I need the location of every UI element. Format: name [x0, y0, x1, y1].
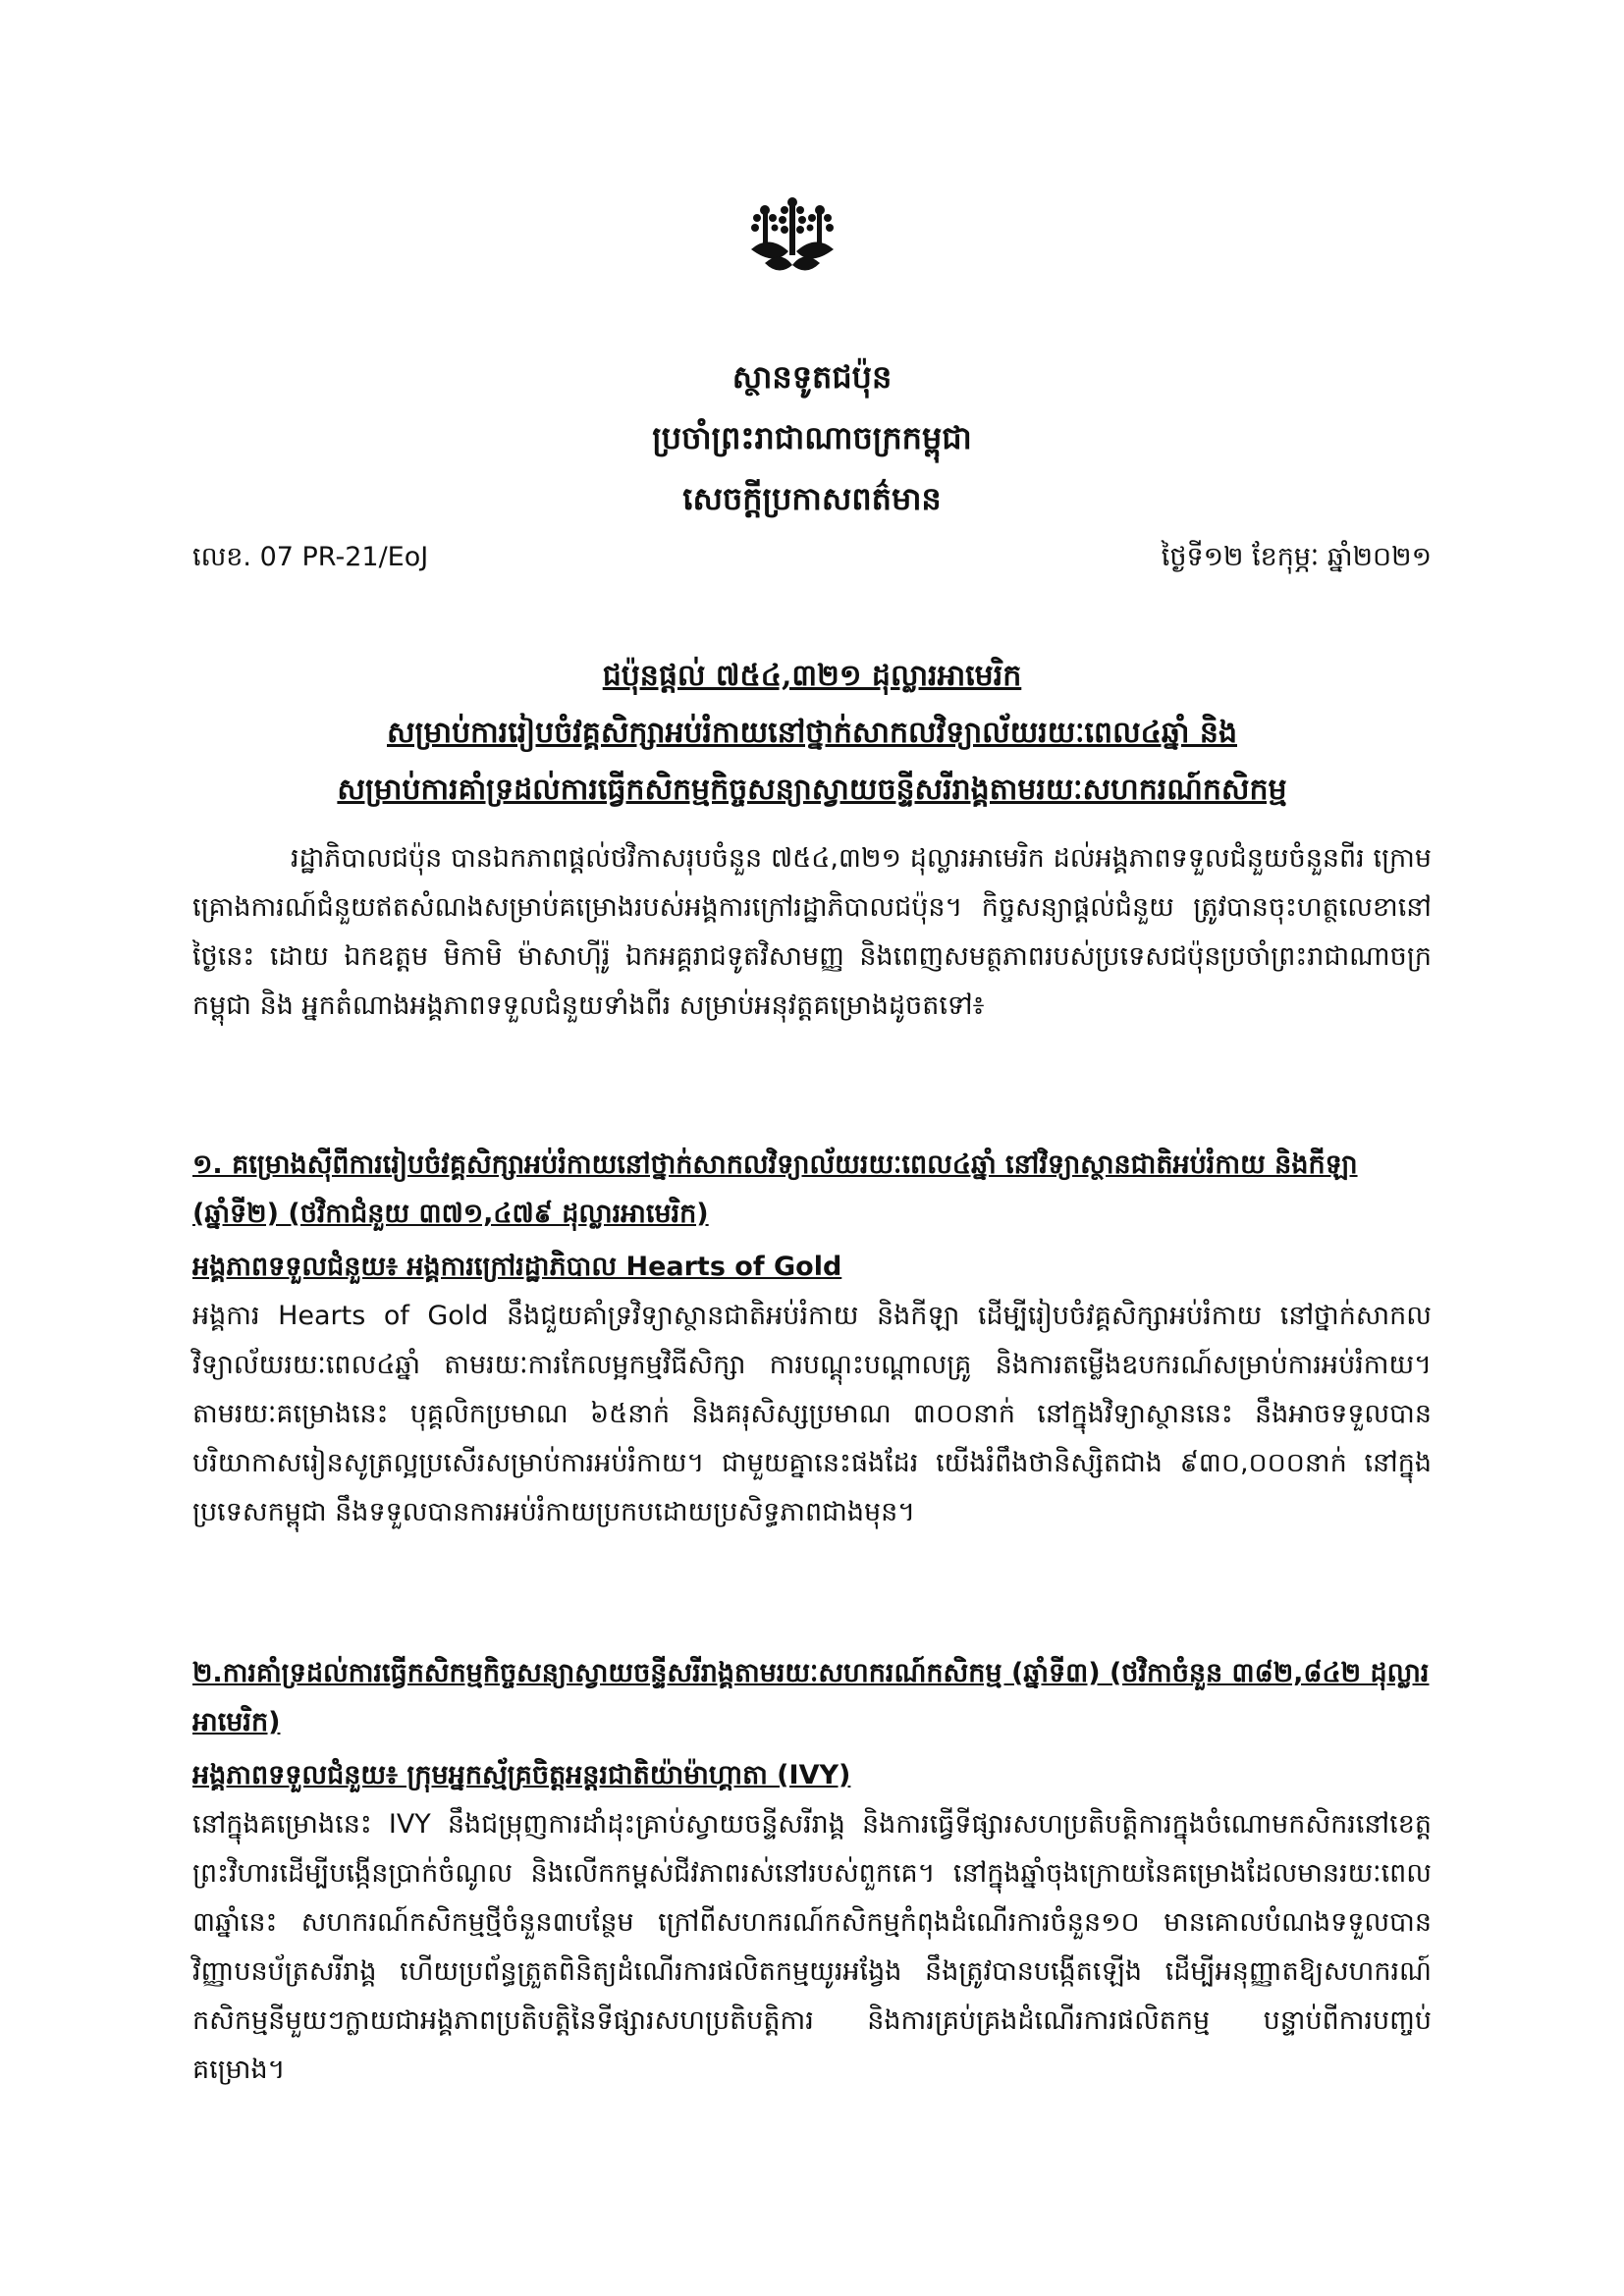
section-2-body: នៅក្នុងគម្រោងនេះ IVY នឹងជម្រុញការដាំដុះគ្រាប់ស្វាយចន្ទីសរីរាង្គ និងការធ្វើទីផ្សារសហប្រតិបត្តិការក្នុងចំណោមកសិករនៅខេត្តព្រះវិហារដើម្បីបង្កើនប្រាក់ចំណូល និងលើកកម្ពស់ជីវភាពរស់នៅរបស់ពួកគេ។ នៅក្នុងឆ្នាំចុងក្រោយនៃគម្រោងដែលមានរយៈពេល ៣ឆ្នាំនេះ សហករណ៍កសិកម្មថ្មីចំនួន៣បន្ថែម ក្រៅពីសហករណ៍កសិកម្មកំពុងដំណើរការចំនួន១០ មានគោលបំណងទទួលបានវិញ្ញាបនប័ត្រសរីរាង្គ ហើយប្រព័ន្ធត្រួតពិនិត្យដំណើរការផលិតកម្មយូរអង្វែង នឹងត្រូវបានបង្កើតឡើង ដើម្បីអនុញ្ញាតឱ្យសហករណ៍កសិកម្មនីមួយៗក្លាយជាអង្គភាពប្រតិបត្តិនៃទីផ្សារសហប្រតិបត្តិការ និងការគ្រប់គ្រងដំណើរការផលិតកម្ម បន្ទាប់ពីការបញ្ចប់គម្រោង។	[192, 1809, 1432, 2085]
reference-number: លេខ. 07 PR-21/EoJ	[192, 542, 429, 572]
section-1-recipient: អង្គភាពទទួលជំនួយ៖ អង្គការក្រៅរដ្ឋាភិបាល Hearts of Gold	[192, 1252, 842, 1282]
section-2-recipient: អង្គភាពទទួលជំនួយ៖ ក្រុមអ្នកស្ម័គ្រចិត្តអន្តរជាតិយ៉ាម៉ាហ្គាតា (IVY)	[192, 1760, 851, 1790]
intro-paragraph: រដ្ឋាភិបាលជប៉ុន បានឯកភាពផ្តល់ថវិកាសរុបចំនួន ៧៥៤,៣២១ ដុល្លារអាមេរិក ដល់អង្គភាពទទួលជំនួយចំនួនពីរ ក្រោមគ្រោងការណ៍ជំនួយឥតសំណងសម្រាប់គម្រោងរបស់អង្គការក្រៅរដ្ឋាភិបាលជប៉ុន។ កិច្ចសន្យាផ្តល់ជំនួយ ត្រូវបានចុះហត្ថលេខានៅថ្ងៃនេះ ដោយ ឯកឧត្តម មិកាមិ ម៉ាសាហ៊ីរ៉ូ ឯកអគ្គរាជទូតវិសាមញ្ញ និងពេញសមត្ថភាពរបស់ប្រទេសជប៉ុនប្រចាំព្រះរាជាណាចក្រកម្ពុជា និង អ្នកតំណាងអង្គភាពទទួលជំនួយទាំងពីរ សម្រាប់អនុវត្តគម្រោងដូចតទៅ៖	[192, 843, 1432, 1021]
section-1-heading: ១. គម្រោងស៊ីពីការរៀបចំវគ្គសិក្សាអប់រំកាយនៅថ្នាក់សាកលវិទ្យាល័យរយៈពេល៤ឆ្នាំ នៅវិទ្យាស្ថានជាតិអប់រំកាយ និងកីឡា (ឆ្នាំទី២) (ថវិកាជំនួយ ៣៧១,៤៧៩ ដុល្លារអាមេរិក)	[192, 1149, 1358, 1229]
document-type: សេចក្ដីប្រកាសពត៌មាន	[682, 480, 942, 517]
embassy-location: ប្រចាំព្រះរាជាណាចក្រកម្ពុជា	[652, 419, 972, 456]
section-1-body: អង្គការ Hearts of Gold នឹងជួយគាំទ្រវិទ្យាស្ថានជាតិអប់រំកាយ និងកីឡា ដើម្បីរៀបចំវគ្គសិក្សាអប់រំកាយ នៅថ្នាក់សាកលវិទ្យាល័យរយៈពេល៤ឆ្នាំ តាមរយៈការកែលម្អកម្មវិធីសិក្សា ការបណ្តុះបណ្តាលគ្រូ និងការតម្លើងឧបករណ៍សម្រាប់ការអប់រំកាយ។ តាមរយៈគម្រោងនេះ បុគ្គលិកប្រមាណ ៦៥នាក់ និងគរុសិស្សប្រមាណ ៣០០នាក់ នៅក្នុងវិទ្យាស្ថាននេះ នឹងអាចទទួលបានបរិយាកាសរៀនសូត្រល្អប្រសើរសម្រាប់ការអប់រំកាយ។ ជាមួយគ្នានេះផងដែរ យើងរំពឹងថានិស្សិតជាង ៩៣០,០០០នាក់ នៅក្នុងប្រទេសកម្ពុជា នឹងទទួលបានការអប់រំកាយប្រកបដោយប្រសិទ្ធភាពជាងមុន។	[192, 1301, 1432, 1527]
title-line-2: សម្រាប់ការរៀបចំវគ្គសិក្សាអប់រំកាយនៅថ្នាក់សាកលវិទ្យាល័យរយៈពេល៤ឆ្នាំ និង	[387, 716, 1237, 750]
japanese-emblem-icon	[745, 194, 839, 279]
title-line-3: សម្រាប់ការគាំទ្រដល់ការធ្វើកសិកម្មកិច្ចសន្យាស្វាយចន្ទីសរីរាង្គតាមរយៈសហករណ៍កសិកម្ម	[337, 773, 1287, 807]
embassy-name: ស្ថានទូតជប៉ុន	[731, 358, 893, 396]
title-line-1: ជប៉ុនផ្តល់ ៧៥៤,៣២១ ដុល្លារអាមេរិក	[602, 659, 1022, 693]
release-date: ថ្ងៃទី១២ ខែកុម្ភៈ ឆ្នាំ២០២១	[1161, 542, 1432, 572]
section-2-heading: ២.ការគាំទ្រដល់ការធ្វើកសិកម្មកិច្ចសន្យាស្វាយចន្ទីសរីរាង្គតាមរយៈសហករណ៍កសិកម្ម (ឆ្នាំទី៣) (ថវិកាចំនួន ៣៨២,៨៤២ ដុល្លារអាមេរិក)	[192, 1658, 1430, 1737]
